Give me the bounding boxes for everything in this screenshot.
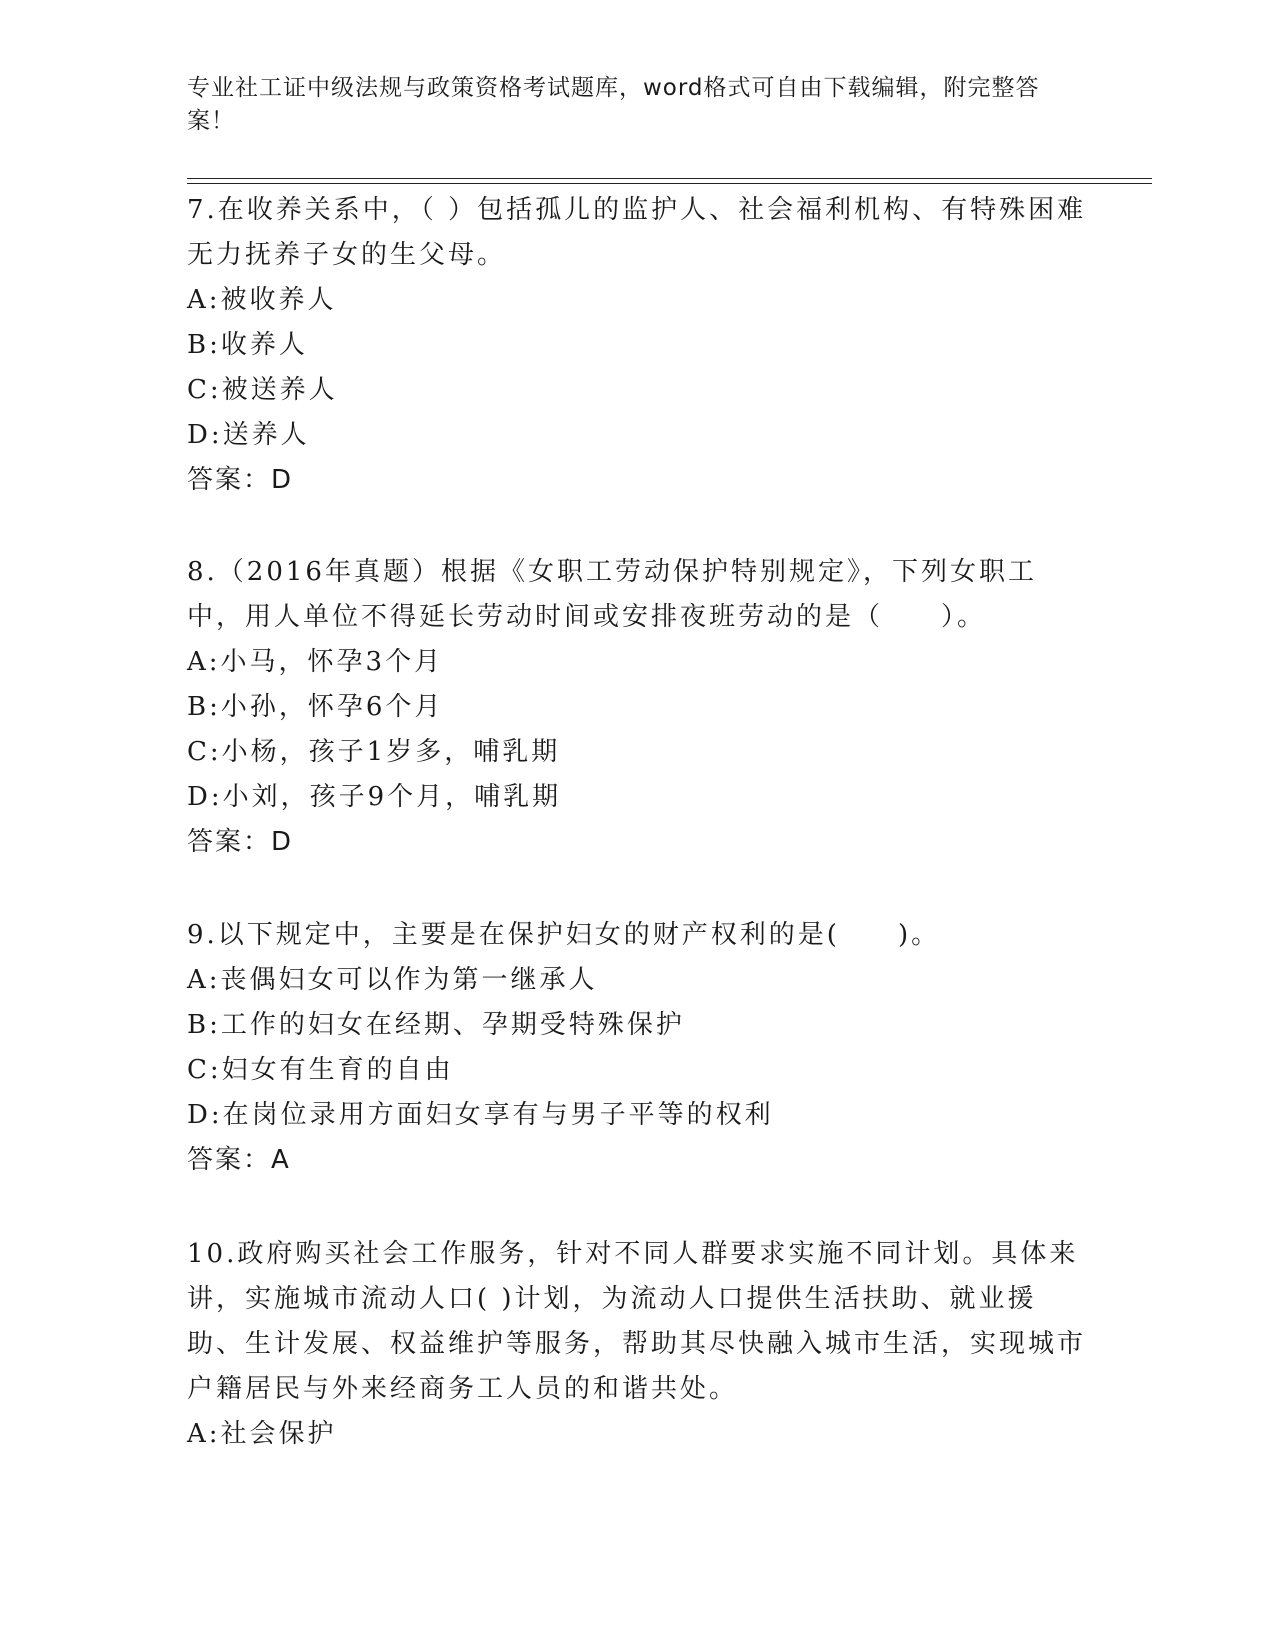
- question-stem: 8.（2016年真题）根据《女职工劳动保护特别规定》，下列女职工中，用人单位不得延长劳动时间或安排夜班劳动的是（ ）。: [187, 557, 1037, 632]
- option-b: B:小孙，怀孕6个月: [187, 692, 444, 722]
- option-c: C:妇女有生育的自由: [187, 1055, 454, 1085]
- option-d: D:送养人: [187, 420, 310, 450]
- question-stem: 7.在收养关系中，（ ）包括孤儿的监护人、社会福利机构、有特殊困难无力抚养子女的生父母。: [187, 195, 1087, 270]
- question-10: [187, 1232, 1087, 1457]
- answer-line: 答案：D: [187, 465, 294, 495]
- option-b: B:收养人: [187, 330, 308, 360]
- option-a: A:小马，怀孕3个月: [187, 647, 444, 677]
- question-stem: 10.政府购买社会工作服务，针对不同人群要求实施不同计划。具体来讲，实施城市流动人口( )计划，为流动人口提供生活扶助、就业援助、生计发展、权益维护等服务，帮助其尽快融入城市生活，实现城市户籍居民与外来经商务工人员的和谐共处。: [187, 1239, 1087, 1404]
- option-c: C:被送养人: [187, 375, 338, 405]
- document-header: 专业社工证中级法规与政策资格考试题库，word格式可自由下载编辑，附完整答案！: [187, 75, 1040, 134]
- header-divider-top: [187, 178, 1152, 179]
- option-d: D:在岗位录用方面妇女享有与男子平等的权利: [187, 1100, 774, 1130]
- question-stem: 9.以下规定中，主要是在保护妇女的财产权利的是( )。: [187, 920, 941, 950]
- option-a: A:被收养人: [187, 285, 337, 315]
- option-c: C:小杨，孩子1岁多，哺乳期: [187, 737, 561, 767]
- option-a: A:丧偶妇女可以作为第一继承人: [187, 965, 598, 995]
- option-d: D:小刘，孩子9个月，哺乳期: [187, 782, 562, 812]
- option-b: B:工作的妇女在经期、孕期受特殊保护: [187, 1010, 685, 1040]
- question-8: [187, 550, 1087, 865]
- question-7: [187, 188, 1087, 503]
- answer-line: 答案：D: [187, 827, 294, 857]
- answer-line: 答案：A: [187, 1145, 291, 1175]
- header-divider-bottom: [187, 183, 1152, 184]
- question-9: [187, 913, 1087, 1183]
- option-a: A:社会保护: [187, 1419, 337, 1449]
